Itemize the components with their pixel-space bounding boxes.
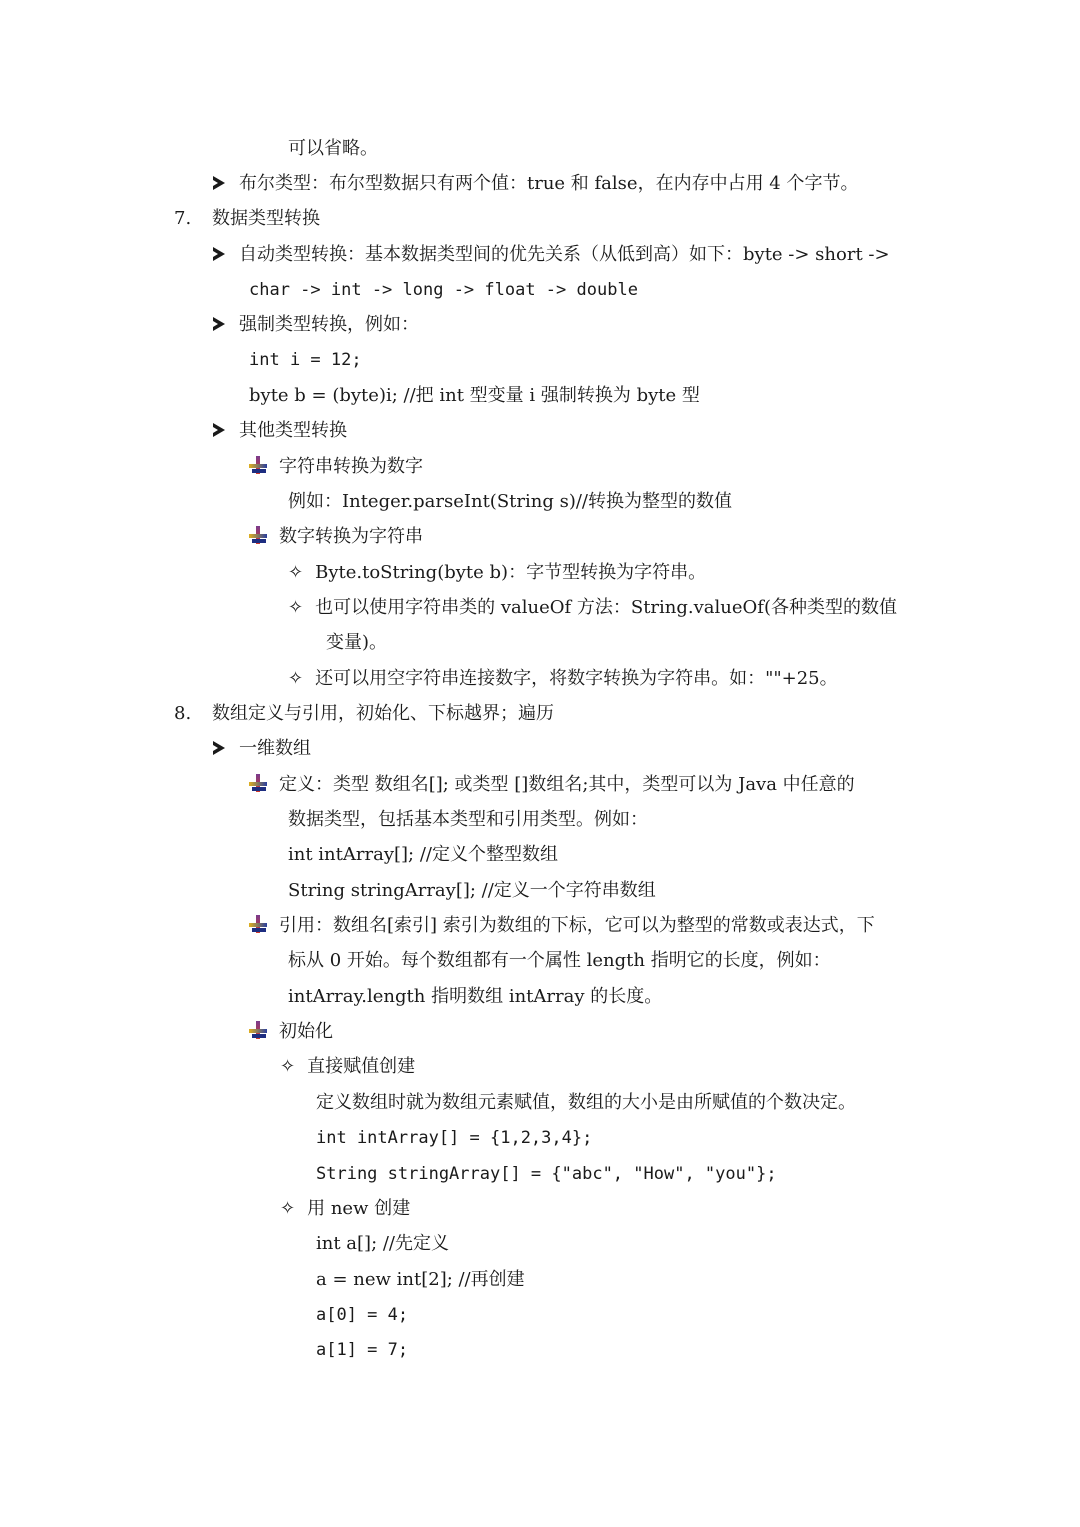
code-line: a[1] = 7; bbox=[316, 1340, 409, 1360]
text-line: 例如：Integer.parseInt(String s)//转换为整型的数值 bbox=[288, 491, 732, 512]
sub-bullet-item: 初始化 bbox=[249, 1020, 333, 1044]
diamond-bullet-item: ✧ 用 new 创建 bbox=[280, 1198, 411, 1219]
cross-bullet-icon bbox=[249, 456, 267, 474]
bullet-item: 其他类型转换 bbox=[213, 419, 347, 443]
text-line: 变量)。 bbox=[326, 632, 388, 653]
code-line: byte b = (byte)i; //把 int 型变量 i 强制转换为 byte 型 bbox=[249, 385, 700, 406]
code-line: int i = 12; bbox=[249, 350, 362, 370]
sub-bullet-item: 引用：数组名[索引] 索引为数组的下标，它可以为整型的常数或表达式，下 bbox=[249, 914, 875, 938]
cross-bullet-icon bbox=[249, 774, 267, 792]
diamond-bullet-icon: ✧ bbox=[280, 1056, 296, 1077]
diamond-bullet-icon: ✧ bbox=[288, 597, 304, 618]
text-line: 标从 0 开始。每个数组都有一个属性 length 指明它的长度，例如： bbox=[288, 950, 831, 971]
code-line: a[0] = 4; bbox=[316, 1305, 409, 1325]
sub-bullet-item: 数字转换为字符串 bbox=[249, 525, 423, 549]
diamond-bullet-item: ✧ Byte.toString(byte b)：字节型转换为字符串。 bbox=[288, 562, 707, 583]
cross-bullet-icon bbox=[249, 1021, 267, 1039]
bullet-item: 布尔类型：布尔型数据只有两个值：true 和 false，在内存中占用 4 个字节。 bbox=[213, 172, 858, 196]
bullet-item: 一维数组 bbox=[213, 737, 311, 761]
arrow-bullet-icon bbox=[213, 423, 225, 437]
text-line: 数据类型，包括基本类型和引用类型。例如： bbox=[288, 809, 648, 830]
text-line: 可以省略。 bbox=[288, 138, 378, 159]
sub-bullet-item: 字符串转换为数字 bbox=[249, 455, 423, 479]
arrow-bullet-icon bbox=[213, 741, 225, 755]
diamond-bullet-item: ✧ 直接赋值创建 bbox=[280, 1056, 416, 1077]
arrow-bullet-icon bbox=[213, 247, 225, 261]
code-line: int intArray[]; //定义个整型数组 bbox=[288, 844, 558, 865]
diamond-bullet-icon: ✧ bbox=[280, 1198, 296, 1219]
numbered-heading: 7. 数据类型转换 bbox=[174, 208, 320, 229]
cross-bullet-icon bbox=[249, 526, 267, 544]
diamond-bullet-item: ✧ 还可以用空字符串连接数字，将数字转换为字符串。如：""+25。 bbox=[288, 668, 838, 689]
arrow-bullet-icon bbox=[213, 176, 225, 190]
code-line: String stringArray[] = {"abc", "How", "you"}; bbox=[316, 1164, 777, 1184]
sub-bullet-item: 定义：类型 数组名[]; 或类型 []数组名;其中，类型可以为 Java 中任意的 bbox=[249, 773, 855, 797]
text-line: char -> int -> long -> float -> double bbox=[249, 280, 638, 300]
code-line: int a[]; //先定义 bbox=[316, 1233, 449, 1254]
code-line: int intArray[] = {1,2,3,4}; bbox=[316, 1128, 593, 1148]
diamond-bullet-item: ✧ 也可以使用字符串类的 valueOf 方法：String.valueOf(各种类型的数值 bbox=[288, 597, 897, 618]
code-line: a = new int[2]; //再创建 bbox=[316, 1269, 525, 1290]
numbered-heading: 8. 数组定义与引用，初始化、下标越界；遍历 bbox=[174, 703, 554, 724]
code-line: String stringArray[]; //定义一个字符串数组 bbox=[288, 880, 656, 901]
diamond-bullet-icon: ✧ bbox=[288, 668, 304, 689]
bullet-item: 强制类型转换，例如： bbox=[213, 313, 419, 337]
cross-bullet-icon bbox=[249, 915, 267, 933]
text-line: 定义数组时就为数组元素赋值，数组的大小是由所赋值的个数决定。 bbox=[316, 1092, 856, 1113]
text-line: intArray.length 指明数组 intArray 的长度。 bbox=[288, 986, 663, 1007]
arrow-bullet-icon bbox=[213, 317, 225, 331]
diamond-bullet-icon: ✧ bbox=[288, 562, 304, 583]
bullet-item: 自动类型转换：基本数据类型间的优先关系（从低到高）如下：byte -> short -> bbox=[213, 243, 890, 267]
